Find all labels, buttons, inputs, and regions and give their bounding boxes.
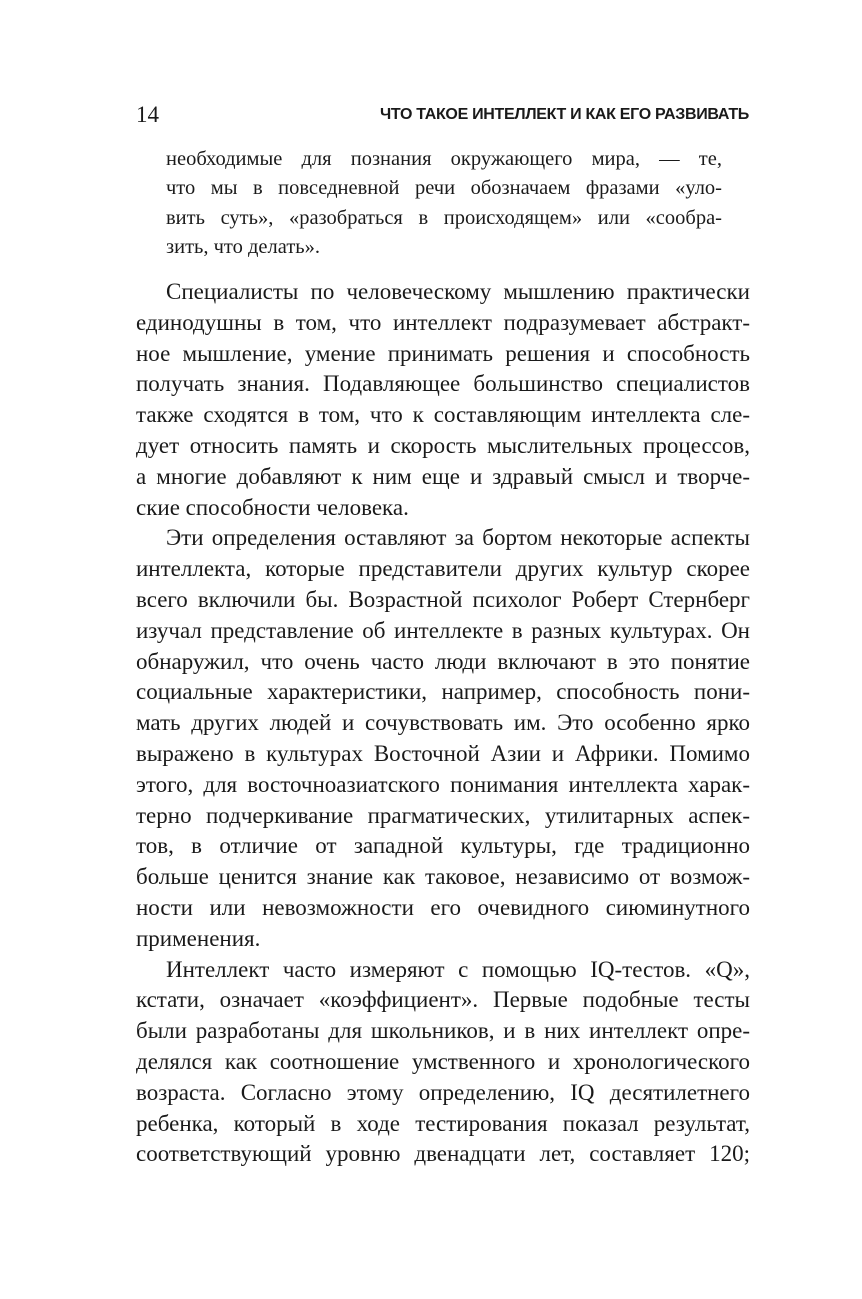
paragraph-iq-tests	[136, 955, 750, 1171]
text-line: также сходятся в том, что к составляющим интеллекта сле-	[136, 402, 750, 428]
text-line: были разработаны для школьников, и в них интеллект опре-	[136, 1018, 750, 1044]
text-line: ное мышление, умение принимать решения и способность	[136, 340, 750, 366]
text-line: выражено в культурах Восточной Азии и Африки. Помимо	[136, 740, 750, 766]
running-title: ЧТО ТАКОЕ ИНТЕЛЛЕКТ И КАК ЕГО РАЗВИВАТЬ	[379, 106, 749, 123]
text-line: ности или невозможности его очевидного сиюминутного	[136, 894, 750, 920]
text-line: кстати, означает «коэффициент». Первые подобные тесты	[136, 987, 750, 1013]
quote-line: необходимые для познания окружающего мира, — те,	[166, 148, 722, 170]
text-line: применения.	[136, 925, 261, 951]
text-line: возраста. Согласно этому определению, IQ десятилетнего	[136, 1079, 750, 1105]
text-line: Специалисты по человеческому мышлению практически	[166, 279, 750, 304]
quote-line: вить суть», «разобраться в происходящем» или «сообра-	[166, 206, 722, 229]
text-line: а многие добавляют к ним еще и здравый смысл и творче-	[136, 463, 750, 489]
text-line: ребенка, который в ходе тестирования показал результат,	[136, 1110, 750, 1136]
text-line: изучал представление об интеллекте в разных культурах. Он	[136, 617, 750, 643]
page-number: 14	[136, 102, 159, 127]
text-line: Интеллект часто измеряют с помощью IQ-тестов. «Q»,	[166, 956, 750, 982]
text-line: этого, для восточноазиатского понимания интеллекта харак-	[136, 771, 750, 797]
text-line: тов, в отличие от западной культуры, где традиционно	[136, 833, 750, 859]
text-line: дует относить память и скорость мыслительных процессов,	[136, 432, 750, 458]
paragraph-specialists	[136, 277, 750, 523]
quote-line: зить, что делать».	[166, 236, 321, 259]
text-line: получать знания. Подавляющее большинство специалистов	[136, 371, 750, 397]
text-line: соответствующий уровню двенадцати лет, составляет 120;	[136, 1141, 750, 1167]
text-line: интеллекта, которые представители других культур скорее	[136, 556, 750, 582]
text-line: делялся как соотношение умственного и хронологического	[136, 1048, 750, 1074]
text-line: больше ценится знание как таковое, независимо от возмож-	[136, 864, 750, 890]
text-line: Эти определения оставляют за бортом некоторые аспекты	[166, 525, 750, 551]
paragraph-definitions	[136, 523, 750, 954]
text-line: ские способности человека.	[136, 494, 409, 520]
body-text	[136, 277, 750, 1170]
text-line: терно подчеркивание прагматических, утилитарных аспек-	[136, 802, 750, 828]
text-line: социальные характеристики, например, способность пони-	[136, 679, 750, 705]
text-line: всего включили бы. Возрастной психолог Роберт Стернберг	[136, 586, 750, 612]
quote-block	[166, 145, 722, 263]
text-line: мать других людей и сочувствовать им. Это особенно ярко	[136, 710, 750, 736]
text-line: обнаружил, что очень часто люди включают в это понятие	[136, 648, 750, 674]
text-line: единодушны в том, что интеллект подразумевает абстракт-	[136, 309, 750, 335]
quote-line: что мы в повседневной речи обозначаем фразами «уло-	[166, 177, 722, 200]
